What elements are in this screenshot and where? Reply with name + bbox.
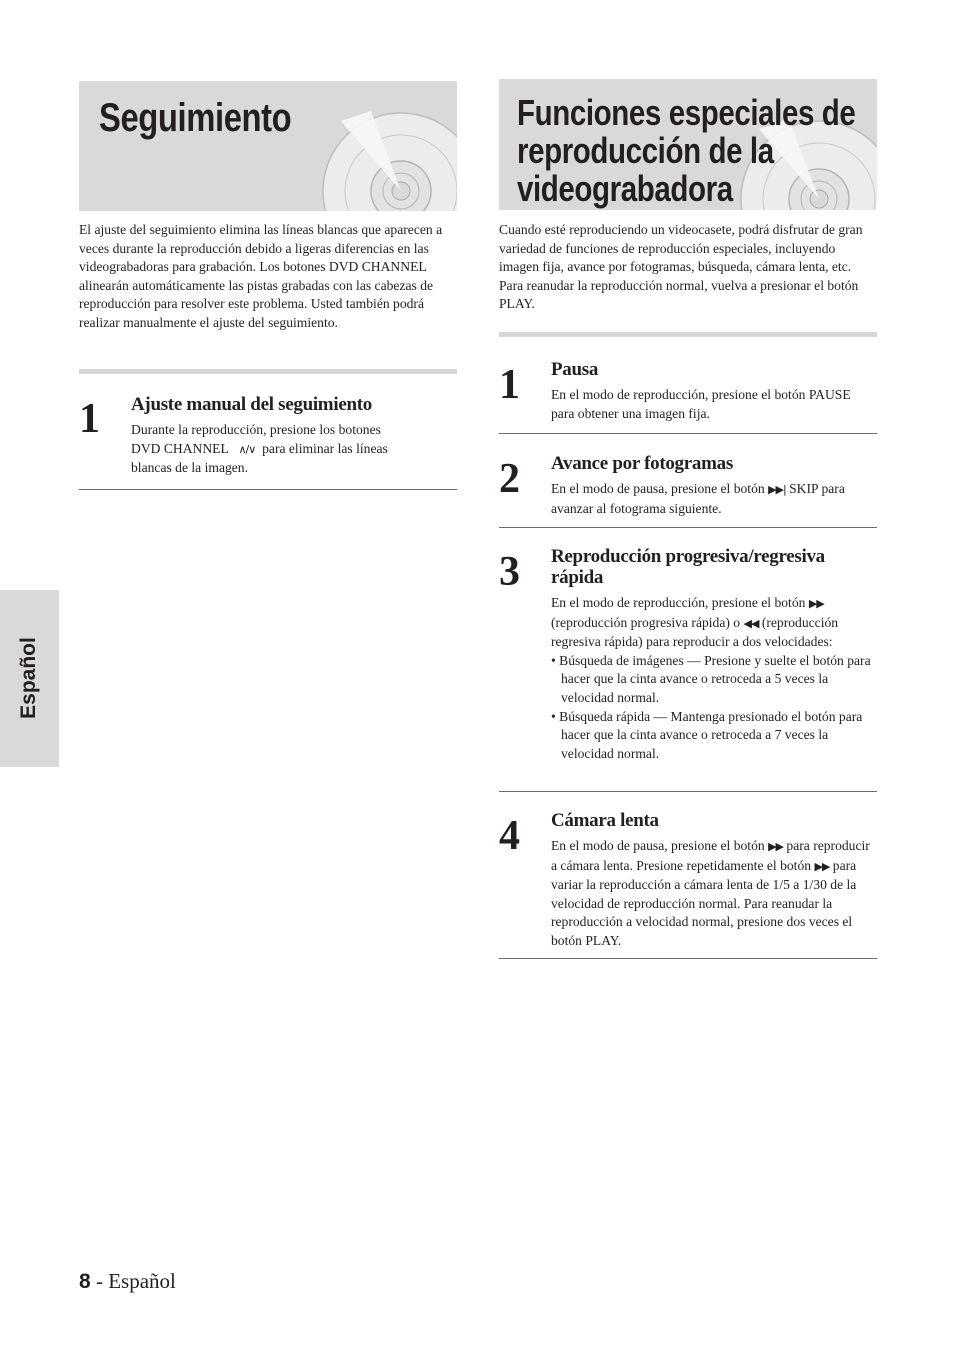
step-number: 3 [499,549,520,595]
language-tab-label: Español [17,637,40,719]
title-line: Funciones especiales de [517,92,856,133]
section-header-seguimiento [79,81,457,211]
step-text-fragment: (reproducción regresiva rápida) para reproducir a dos velocidades: [551,614,839,650]
step-text-fragment: para reproducir a cámara lenta. Presione repetidamente el botón [551,838,870,873]
title-line: reproducción de la [517,130,774,171]
footer-separator: - [90,1269,109,1293]
intro-paragraph: El ajuste del seguimiento elimina las líneas blancas que aparecen a veces durante la reproducción debido a ligeras diferencias en las videograbadoras para grabación. Los botones DVD CHANNEL alinearán automáticamente las pistas grabadas con las cabezas de reproducción para resolver este problema. Usted también podrá realizar manualmente el ajuste del seguimiento. [79,222,443,330]
divider [499,527,877,528]
step-body [551,359,877,423]
step-text [551,480,877,518]
step-body [131,394,457,478]
step-text-fragment: En el modo de reproducción, presione el botón [551,595,806,610]
page-title: Seguimiento [99,96,292,140]
divider [499,332,877,337]
title-line: videograbadora [517,168,733,209]
step-text-line [131,440,457,460]
divider [499,433,877,434]
step-text-fragment: para eliminar las líneas [262,440,388,456]
step-title: Avance por fotogramas [551,453,733,474]
divider [79,369,457,374]
step-text-fragment: En el modo de pausa, presione el botón [551,481,765,496]
step-body [551,810,877,951]
skip-forward-icon: ▶▶| [768,483,786,496]
step-body [551,546,877,763]
step-text-line: blancas de la imagen. [131,460,249,476]
page-footer [79,1269,176,1294]
step-text-fragment: para variar la reproducción a cámara lenta de 1/5 a 1/30 de la velocidad de reproducción normal. Para reanudar la reproducción a velocidad normal, presione dos veces el botón PLAY. [551,857,857,948]
step-number: 4 [499,813,520,859]
bullet-item: • Búsqueda de imágenes — Presione y suelte el botón para hacer que la cinta avance o retroceda a 5 veces la velocidad normal. [551,652,871,705]
rewind-icon: ◀◀ [743,616,759,630]
step-number: 2 [499,456,520,502]
step-title-line: rápida [551,567,604,588]
step-text-fragment: En el modo de pausa, presione el botón [551,838,765,853]
step-body [551,453,877,518]
step-text: En el modo de reproducción, presione el botón PAUSE para obtener una imagen fija. [551,387,851,421]
step-text-fragment: DVD CHANNEL [131,440,229,456]
page-number: 8 [79,1270,91,1293]
step-text [551,594,877,763]
step-text-fragment: (reproducción progresiva rápida) o [551,614,741,630]
divider [499,958,877,959]
step-text [551,837,877,951]
step-title-line: Reproducción progresiva/regresiva [551,546,825,567]
fast-forward-icon: ▶▶ [808,597,824,610]
footer-language: Español [108,1269,176,1293]
step-title: Cámara lenta [551,810,659,831]
step-title: Ajuste manual del seguimiento [131,394,372,415]
fast-forward-icon: ▶▶ [814,859,830,873]
section-title [517,94,877,208]
step-text-fragment: SKIP para avanzar al fotograma siguiente. [551,481,845,516]
step-number: 1 [79,396,100,442]
intro-paragraph: Cuando esté reproduciendo un videocasete, podrá disfrutar de gran variedad de funciones de reproducción especiales, incluyendo imagen fija, avance por fotogramas, búsqueda, cámara lenta, etc. Para reanudar la reproducción normal, vuelva a presionar el botón PLAY. [499,222,863,312]
divider [79,489,457,490]
step-number: 1 [499,362,520,408]
language-tab [0,590,59,767]
step-text-line: Durante la reproducción, presione los botones [131,422,381,437]
step-title [551,546,877,588]
channel-up-down-icon: ∧/∨ [238,442,256,456]
divider [499,791,877,792]
step-title: Pausa [551,359,599,380]
bullet-item: • Búsqueda rápida — Mantenga presionado el botón para hacer que la cinta avance o retroceda a 7 veces la velocidad normal. [551,708,863,761]
section-header-funciones [499,79,877,210]
fast-forward-icon: ▶▶ [768,840,783,853]
step-text [131,421,457,478]
